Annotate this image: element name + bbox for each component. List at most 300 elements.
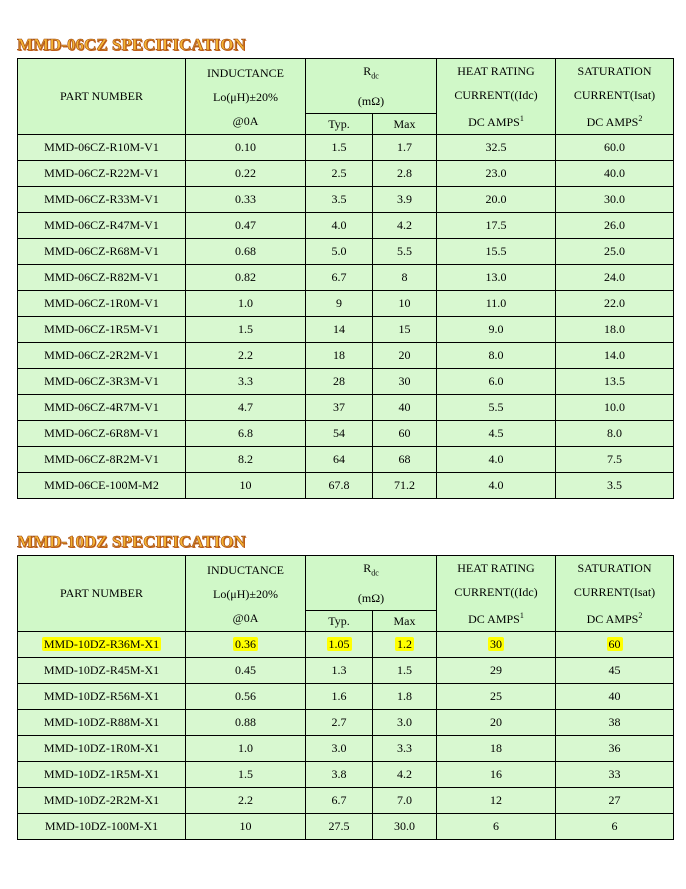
cell-heat-current	[437, 684, 556, 710]
cell-text: 1.5	[238, 322, 253, 336]
cell-saturation-current	[556, 421, 674, 447]
cell-text: 60	[608, 637, 621, 651]
cell-rdc-max	[373, 658, 437, 684]
cell-rdc-max	[373, 684, 437, 710]
cell-text: MMD-06CZ-2R2M-V1	[44, 348, 159, 362]
cell-saturation-current	[556, 736, 674, 762]
cell-rdc-max	[373, 239, 437, 265]
cell-text: 26.0	[604, 218, 625, 232]
header-inductance: INDUCTANCE Lo(μH)±20% @0A	[186, 556, 306, 632]
cell-text: MMD-06CZ-R33M-V1	[44, 192, 159, 206]
cell-text: 24.0	[604, 270, 625, 284]
cell-text: 27	[608, 793, 621, 807]
cell-heat-current	[437, 632, 556, 658]
table-row	[18, 788, 674, 814]
cell-text: 1.5	[331, 140, 347, 154]
cell-heat-current	[437, 213, 556, 239]
cell-part-number	[18, 736, 186, 762]
cell-saturation-current	[556, 161, 674, 187]
cell-text: 14.0	[604, 348, 625, 362]
cell-text: 3.8	[331, 767, 347, 781]
cell-inductance	[186, 736, 306, 762]
cell-rdc-max	[373, 473, 437, 499]
table-header-row	[18, 556, 674, 611]
cell-heat-current	[437, 135, 556, 161]
table-row	[18, 736, 674, 762]
cell-rdc-max	[373, 291, 437, 317]
cell-saturation-current	[556, 814, 674, 840]
cell-text: 1.05	[328, 637, 350, 651]
table-row	[18, 395, 674, 421]
cell-saturation-current	[556, 135, 674, 161]
cell-text: 3.3	[397, 741, 412, 755]
cell-rdc-max	[373, 369, 437, 395]
cell-saturation-current	[556, 187, 674, 213]
cell-text: 25.0	[604, 244, 625, 258]
cell-text: 37	[333, 400, 345, 414]
cell-saturation-current	[556, 291, 674, 317]
cell-part-number	[18, 447, 186, 473]
cell-text: MMD-06CZ-3R3M-V1	[44, 374, 159, 388]
spec-title-mmd-06cz: MMD-06CZ SPECIFICATION	[17, 35, 246, 54]
cell-text: 30.0	[394, 819, 415, 833]
cell-text: 36	[608, 741, 621, 755]
cell-text: MMD-10DZ-R45M-X1	[43, 663, 160, 677]
table-row	[18, 369, 674, 395]
cell-text: MMD-06CZ-4R7M-V1	[44, 400, 159, 414]
cell-part-number	[18, 788, 186, 814]
cell-text: 40.0	[604, 166, 625, 180]
cell-text: 5.0	[331, 244, 347, 258]
cell-text: 0.47	[235, 218, 256, 232]
cell-text: 18	[490, 741, 502, 755]
cell-rdc-max	[373, 135, 437, 161]
cell-text: 6	[611, 819, 618, 833]
cell-text: 8.0	[488, 348, 504, 362]
cell-inductance	[186, 762, 306, 788]
cell-part-number	[18, 161, 186, 187]
cell-part-number	[18, 317, 186, 343]
cell-saturation-current	[556, 239, 674, 265]
spec-table-mmd-06cz	[17, 58, 674, 499]
cell-inductance	[186, 239, 306, 265]
table-header-row	[18, 59, 674, 114]
table-row	[18, 135, 674, 161]
table-row	[18, 658, 674, 684]
cell-text: 54	[333, 426, 345, 440]
cell-saturation-current	[556, 317, 674, 343]
header-heat-rating: HEAT RATING CURRENT((Idc) DC AMPS$^1$	[437, 59, 556, 135]
cell-rdc-max	[373, 343, 437, 369]
cell-inductance	[186, 291, 306, 317]
cell-text: 1.6	[331, 689, 347, 703]
cell-saturation-current	[556, 447, 674, 473]
cell-text: 29	[490, 663, 502, 677]
cell-text: 9	[336, 296, 342, 310]
cell-text: MMD-06CZ-R47M-V1	[44, 218, 159, 232]
cell-part-number	[18, 421, 186, 447]
cell-inductance	[186, 814, 306, 840]
header-rdc: $R_{dc}$ (mΩ)	[306, 59, 437, 114]
cell-text: 1.5	[238, 767, 253, 781]
cell-saturation-current	[556, 213, 674, 239]
cell-text: MMD-06CZ-R10M-V1	[44, 140, 159, 154]
cell-text: 3.5	[607, 478, 622, 492]
cell-text: 10	[398, 296, 411, 310]
cell-inductance	[186, 135, 306, 161]
table-row	[18, 187, 674, 213]
cell-text: 8.2	[238, 452, 253, 466]
header-saturation: SATURATION CURRENT(Isat) DC AMPS$^2$	[556, 59, 674, 135]
cell-saturation-current	[556, 710, 674, 736]
cell-text: MMD-10DZ-R88M-X1	[43, 715, 160, 729]
cell-part-number	[18, 343, 186, 369]
cell-text: 45	[608, 663, 621, 677]
cell-text: 3.0	[397, 715, 412, 729]
cell-inductance	[186, 421, 306, 447]
cell-rdc-max	[373, 395, 437, 421]
cell-text: 8	[401, 270, 408, 284]
table-row	[18, 239, 674, 265]
cell-inductance	[186, 317, 306, 343]
cell-heat-current	[437, 395, 556, 421]
cell-text: 4.0	[488, 452, 504, 466]
cell-inductance	[186, 684, 306, 710]
header-heat-rating: HEAT RATING CURRENT((Idc) DC AMPS$^1$	[437, 556, 556, 632]
cell-rdc-max	[373, 447, 437, 473]
cell-text: 5.5	[397, 244, 412, 258]
cell-text: 15.5	[485, 244, 507, 258]
cell-saturation-current	[556, 632, 674, 658]
cell-rdc-typ	[306, 343, 373, 369]
cell-text: 6	[493, 819, 499, 833]
cell-rdc-max	[373, 632, 437, 658]
cell-heat-current	[437, 473, 556, 499]
cell-text: 0.36	[235, 637, 256, 651]
cell-saturation-current	[556, 762, 674, 788]
cell-text: 0.68	[235, 244, 256, 258]
cell-text: 17.5	[485, 218, 507, 232]
table-row	[18, 473, 674, 499]
cell-text: 3.5	[331, 192, 347, 206]
cell-rdc-max	[373, 161, 437, 187]
cell-heat-current	[437, 343, 556, 369]
table-row	[18, 343, 674, 369]
cell-text: 18.0	[604, 322, 625, 336]
table-row	[18, 317, 674, 343]
cell-text: 2.7	[331, 715, 347, 729]
cell-text: 14	[333, 322, 345, 336]
cell-inductance	[186, 447, 306, 473]
cell-text: 4.2	[397, 767, 412, 781]
header-typ: Typ.	[306, 113, 373, 134]
cell-part-number	[18, 239, 186, 265]
cell-text: 12	[490, 793, 502, 807]
cell-text: 0.45	[235, 663, 256, 677]
cell-inductance	[186, 710, 306, 736]
cell-saturation-current	[556, 473, 674, 499]
cell-text: 1.0	[238, 741, 253, 755]
cell-text: 23.0	[485, 166, 507, 180]
cell-text: 25	[490, 689, 502, 703]
table-row	[18, 710, 674, 736]
cell-saturation-current	[556, 343, 674, 369]
cell-rdc-typ	[306, 421, 373, 447]
cell-part-number	[18, 632, 186, 658]
table-row	[18, 814, 674, 840]
header-max: Max	[373, 610, 437, 631]
cell-text: 4.7	[238, 400, 253, 414]
cell-text: MMD-06CE-100M-M2	[44, 478, 159, 492]
cell-heat-current	[437, 317, 556, 343]
header-saturation: SATURATION CURRENT(Isat) DC AMPS$^2$	[556, 556, 674, 632]
cell-inductance	[186, 343, 306, 369]
table-row	[18, 213, 674, 239]
cell-rdc-max	[373, 317, 437, 343]
cell-rdc-typ	[306, 369, 373, 395]
cell-heat-current	[437, 814, 556, 840]
cell-text: 1.5	[397, 663, 412, 677]
cell-text: 4.0	[488, 478, 504, 492]
cell-text: 5.5	[488, 400, 504, 414]
cell-text: 1.0	[238, 296, 253, 310]
cell-heat-current	[437, 369, 556, 395]
cell-text: MMD-06CZ-R82M-V1	[44, 270, 159, 284]
cell-text: 2.8	[397, 166, 412, 180]
cell-inductance	[186, 473, 306, 499]
cell-saturation-current	[556, 684, 674, 710]
cell-text: 33	[608, 767, 621, 781]
cell-text: MMD-06CZ-6R8M-V1	[44, 426, 159, 440]
cell-text: 0.33	[235, 192, 256, 206]
cell-rdc-typ	[306, 291, 373, 317]
cell-rdc-typ	[306, 395, 373, 421]
cell-rdc-typ	[306, 265, 373, 291]
cell-part-number	[18, 710, 186, 736]
cell-text: MMD-10DZ-1R0M-X1	[43, 741, 160, 755]
cell-text: 1.7	[397, 140, 412, 154]
cell-text: 4.5	[488, 426, 504, 440]
cell-rdc-max	[373, 421, 437, 447]
cell-heat-current	[437, 658, 556, 684]
cell-part-number	[18, 684, 186, 710]
cell-rdc-max	[373, 213, 437, 239]
cell-rdc-max	[373, 736, 437, 762]
cell-text: 0.88	[235, 715, 256, 729]
cell-text: 0.10	[235, 140, 256, 154]
cell-text: MMD-10DZ-100M-X1	[44, 819, 159, 833]
table-row	[18, 632, 674, 658]
cell-heat-current	[437, 762, 556, 788]
cell-part-number	[18, 187, 186, 213]
cell-rdc-typ	[306, 447, 373, 473]
cell-text: MMD-06CZ-1R5M-V1	[44, 322, 159, 336]
header-part-number: PART NUMBER	[18, 556, 186, 632]
cell-rdc-typ	[306, 762, 373, 788]
cell-part-number	[18, 135, 186, 161]
cell-inductance	[186, 632, 306, 658]
table-row	[18, 161, 674, 187]
cell-heat-current	[437, 187, 556, 213]
cell-text: 67.8	[328, 478, 350, 492]
cell-saturation-current	[556, 369, 674, 395]
cell-inductance	[186, 369, 306, 395]
cell-text: 8.0	[607, 426, 622, 440]
header-part-number: PART NUMBER	[18, 59, 186, 135]
table-row	[18, 447, 674, 473]
cell-text: MMD-06CZ-R22M-V1	[44, 166, 159, 180]
cell-text: 13.5	[604, 374, 625, 388]
cell-text: 6.7	[331, 793, 347, 807]
cell-text: 2.5	[331, 166, 347, 180]
cell-inductance	[186, 788, 306, 814]
cell-rdc-typ	[306, 213, 373, 239]
cell-text: 40	[608, 689, 621, 703]
cell-text: 0.22	[235, 166, 256, 180]
cell-rdc-typ	[306, 684, 373, 710]
cell-heat-current	[437, 736, 556, 762]
cell-part-number	[18, 658, 186, 684]
cell-rdc-typ	[306, 317, 373, 343]
cell-saturation-current	[556, 265, 674, 291]
cell-inductance	[186, 213, 306, 239]
cell-text: 22.0	[604, 296, 625, 310]
cell-text: 0.56	[235, 689, 256, 703]
cell-rdc-max	[373, 265, 437, 291]
header-typ: Typ.	[306, 610, 373, 631]
cell-text: 6.0	[488, 374, 504, 388]
cell-heat-current	[437, 265, 556, 291]
cell-saturation-current	[556, 788, 674, 814]
cell-heat-current	[437, 239, 556, 265]
cell-rdc-typ	[306, 710, 373, 736]
cell-rdc-typ	[306, 187, 373, 213]
cell-text: 1.2	[397, 637, 412, 651]
cell-text: 20	[490, 715, 502, 729]
cell-text: 16	[490, 767, 502, 781]
header-max: Max	[373, 113, 437, 134]
cell-text: 40	[398, 400, 411, 414]
cell-rdc-typ	[306, 788, 373, 814]
cell-text: 60.0	[604, 140, 625, 154]
cell-heat-current	[437, 788, 556, 814]
cell-text: MMD-10DZ-R56M-X1	[43, 689, 160, 703]
cell-heat-current	[437, 291, 556, 317]
cell-text: 10	[239, 478, 252, 492]
cell-text: MMD-10DZ-1R5M-X1	[43, 767, 160, 781]
cell-text: 2.2	[238, 348, 253, 362]
spec-table-mmd-10dz	[17, 555, 674, 840]
cell-saturation-current	[556, 395, 674, 421]
cell-text: MMD-06CZ-1R0M-V1	[44, 296, 159, 310]
cell-text: MMD-06CZ-8R2M-V1	[44, 452, 159, 466]
cell-rdc-typ	[306, 161, 373, 187]
cell-text: 3.0	[331, 741, 347, 755]
header-rdc: $R_{dc}$ (mΩ)	[306, 556, 437, 611]
table-row	[18, 762, 674, 788]
cell-rdc-typ	[306, 239, 373, 265]
cell-saturation-current	[556, 658, 674, 684]
cell-text: 1.3	[331, 663, 347, 677]
cell-inductance	[186, 161, 306, 187]
cell-text: 71.2	[394, 478, 415, 492]
cell-text: MMD-10DZ-2R2M-X1	[43, 793, 160, 807]
cell-text: 30	[490, 637, 502, 651]
cell-text: 32.5	[485, 140, 507, 154]
cell-rdc-typ	[306, 135, 373, 161]
cell-text: 6.7	[331, 270, 347, 284]
cell-text: 1.8	[397, 689, 412, 703]
cell-text: 20	[398, 348, 411, 362]
cell-text: 27.5	[328, 819, 350, 833]
cell-text: 2.2	[238, 793, 253, 807]
cell-text: 64	[333, 452, 345, 466]
cell-text: 7.5	[607, 452, 622, 466]
cell-inductance	[186, 395, 306, 421]
cell-rdc-max	[373, 814, 437, 840]
cell-rdc-typ	[306, 658, 373, 684]
header-inductance: INDUCTANCE Lo(μH)±20% @0A	[186, 59, 306, 135]
cell-rdc-max	[373, 187, 437, 213]
cell-text: 30.0	[604, 192, 625, 206]
cell-inductance	[186, 658, 306, 684]
table-row	[18, 265, 674, 291]
cell-part-number	[18, 213, 186, 239]
cell-heat-current	[437, 710, 556, 736]
cell-text: 10	[239, 819, 252, 833]
cell-text: 6.8	[238, 426, 253, 440]
cell-text: 3.3	[238, 374, 253, 388]
cell-text: 9.0	[488, 322, 504, 336]
cell-text: 30	[398, 374, 411, 388]
cell-text: MMD-10DZ-R36M-X1	[43, 637, 160, 651]
cell-text: 4.0	[331, 218, 347, 232]
cell-rdc-max	[373, 710, 437, 736]
cell-text: 38	[608, 715, 621, 729]
cell-part-number	[18, 395, 186, 421]
cell-part-number	[18, 762, 186, 788]
table-row	[18, 684, 674, 710]
cell-rdc-typ	[306, 632, 373, 658]
cell-part-number	[18, 369, 186, 395]
cell-rdc-typ	[306, 473, 373, 499]
cell-heat-current	[437, 161, 556, 187]
cell-text: MMD-06CZ-R68M-V1	[44, 244, 159, 258]
cell-inductance	[186, 265, 306, 291]
cell-rdc-typ	[306, 736, 373, 762]
cell-text: 0.82	[235, 270, 256, 284]
spec-title-mmd-10dz: MMD-10DZ SPECIFICATION	[17, 532, 246, 551]
cell-text: 15	[398, 322, 411, 336]
cell-part-number	[18, 473, 186, 499]
cell-inductance	[186, 187, 306, 213]
cell-rdc-max	[373, 762, 437, 788]
cell-text: 4.2	[397, 218, 412, 232]
cell-text: 18	[333, 348, 345, 362]
cell-text: 60	[398, 426, 411, 440]
cell-heat-current	[437, 447, 556, 473]
table-row	[18, 291, 674, 317]
cell-text: 7.0	[397, 793, 412, 807]
cell-rdc-typ	[306, 814, 373, 840]
cell-text: 28	[333, 374, 345, 388]
cell-text: 20.0	[485, 192, 507, 206]
cell-text: 68	[398, 452, 411, 466]
cell-part-number	[18, 814, 186, 840]
table-row	[18, 421, 674, 447]
cell-part-number	[18, 291, 186, 317]
cell-text: 11.0	[485, 296, 507, 310]
